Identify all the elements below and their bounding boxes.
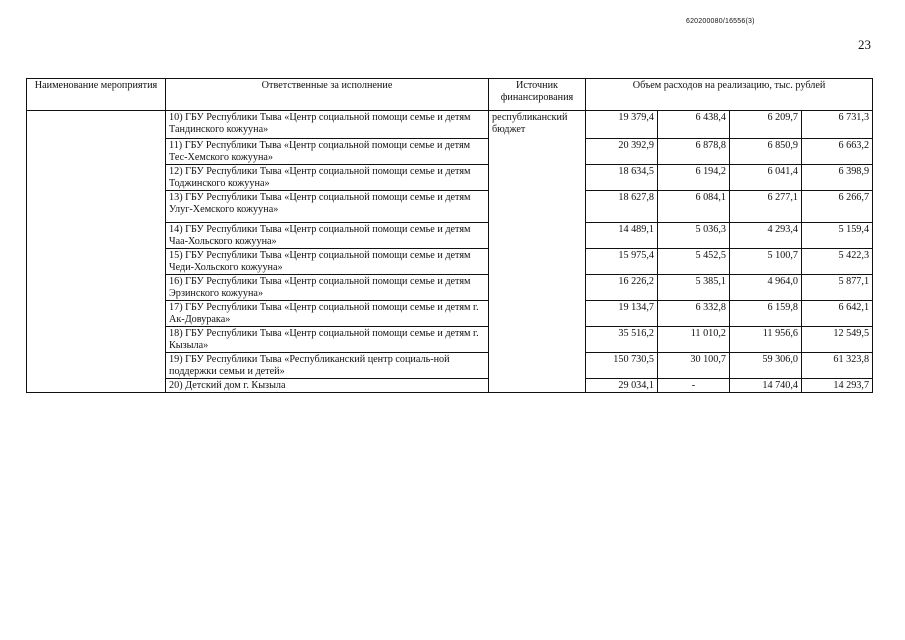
cell-value: 29 034,1 <box>586 379 658 393</box>
cell-value: 11 010,2 <box>658 327 730 353</box>
cell-value: 6 731,3 <box>802 111 873 139</box>
cell-value: 6 277,1 <box>730 191 802 223</box>
cell-value: 16 226,2 <box>586 275 658 301</box>
cell-responsible: 14) ГБУ Республики Тыва «Центр социальной помощи семье и детям Чаа-Хольского кожууна» <box>166 223 489 249</box>
cell-value: 6 194,2 <box>658 165 730 191</box>
cell-value: 4 293,4 <box>730 223 802 249</box>
header-source: Источник финансирования <box>489 79 586 111</box>
cell-responsible: 20) Детский дом г. Кызыла <box>166 379 489 393</box>
cell-value: 5 100,7 <box>730 249 802 275</box>
cell-responsible: 18) ГБУ Республики Тыва «Центр социальной помощи семье и детям г. Кызыла» <box>166 327 489 353</box>
table-header-row <box>27 79 873 111</box>
table-row <box>27 111 873 139</box>
cell-value: 61 323,8 <box>802 353 873 379</box>
cell-value: 4 964,0 <box>730 275 802 301</box>
cell-value: 5 159,4 <box>802 223 873 249</box>
expenditure-table <box>26 78 873 393</box>
cell-value: 5 036,3 <box>658 223 730 249</box>
cell-value: 6 266,7 <box>802 191 873 223</box>
cell-value: 35 516,2 <box>586 327 658 353</box>
cell-responsible: 13) ГБУ Республики Тыва «Центр социальной помощи семье и детям Улуг-Хемского кожууна» <box>166 191 489 223</box>
cell-value: 6 878,8 <box>658 139 730 165</box>
cell-value: 6 663,2 <box>802 139 873 165</box>
cell-value: 5 877,1 <box>802 275 873 301</box>
document-code: 620200080/16556(3) <box>686 18 755 25</box>
cell-value: 20 392,9 <box>586 139 658 165</box>
cell-value: 14 293,7 <box>802 379 873 393</box>
cell-value: 14 740,4 <box>730 379 802 393</box>
cell-value: 5 452,5 <box>658 249 730 275</box>
cell-value: 18 634,5 <box>586 165 658 191</box>
cell-name-empty <box>27 111 166 393</box>
cell-value: 15 975,4 <box>586 249 658 275</box>
header-name: Наименование мероприятия <box>27 79 166 111</box>
cell-source: республиканский бюджет <box>489 111 586 393</box>
cell-value: 11 956,6 <box>730 327 802 353</box>
cell-responsible: 12) ГБУ Республики Тыва «Центр социальной помощи семье и детям Тоджинского кожууна» <box>166 165 489 191</box>
cell-responsible: 10) ГБУ Республики Тыва «Центр социальной помощи семье и детям Тандинского кожууна» <box>166 111 489 139</box>
cell-value: 6 041,4 <box>730 165 802 191</box>
cell-value: 6 850,9 <box>730 139 802 165</box>
cell-value: 6 642,1 <box>802 301 873 327</box>
cell-value: - <box>658 379 730 393</box>
cell-value: 6 398,9 <box>802 165 873 191</box>
cell-value: 6 084,1 <box>658 191 730 223</box>
cell-responsible: 16) ГБУ Республики Тыва «Центр социальной помощи семье и детям Эрзинского кожууна» <box>166 275 489 301</box>
cell-value: 6 438,4 <box>658 111 730 139</box>
cell-responsible: 15) ГБУ Республики Тыва «Центр социальной помощи семье и детям Чеди-Хольского кожууна» <box>166 249 489 275</box>
cell-value: 5 422,3 <box>802 249 873 275</box>
cell-value: 19 379,4 <box>586 111 658 139</box>
cell-responsible: 11) ГБУ Республики Тыва «Центр социальной помощи семье и детям Тес-Хемского кожууна» <box>166 139 489 165</box>
cell-value: 18 627,8 <box>586 191 658 223</box>
cell-value: 6 332,8 <box>658 301 730 327</box>
cell-value: 150 730,5 <box>586 353 658 379</box>
header-volume: Объем расходов на реализацию, тыс. рублей <box>586 79 873 111</box>
cell-value: 30 100,7 <box>658 353 730 379</box>
cell-value: 19 134,7 <box>586 301 658 327</box>
cell-value: 6 209,7 <box>730 111 802 139</box>
header-responsible: Ответственные за исполнение <box>166 79 489 111</box>
page-number: 23 <box>858 37 871 52</box>
cell-value: 6 159,8 <box>730 301 802 327</box>
cell-value: 59 306,0 <box>730 353 802 379</box>
cell-value: 12 549,5 <box>802 327 873 353</box>
cell-responsible: 17) ГБУ Республики Тыва «Центр социальной помощи семье и детям г. Ак-Довурака» <box>166 301 489 327</box>
cell-value: 5 385,1 <box>658 275 730 301</box>
cell-value: 14 489,1 <box>586 223 658 249</box>
cell-responsible: 19) ГБУ Республики Тыва «Республиканский центр социаль-ной поддержки семьи и детей» <box>166 353 489 379</box>
